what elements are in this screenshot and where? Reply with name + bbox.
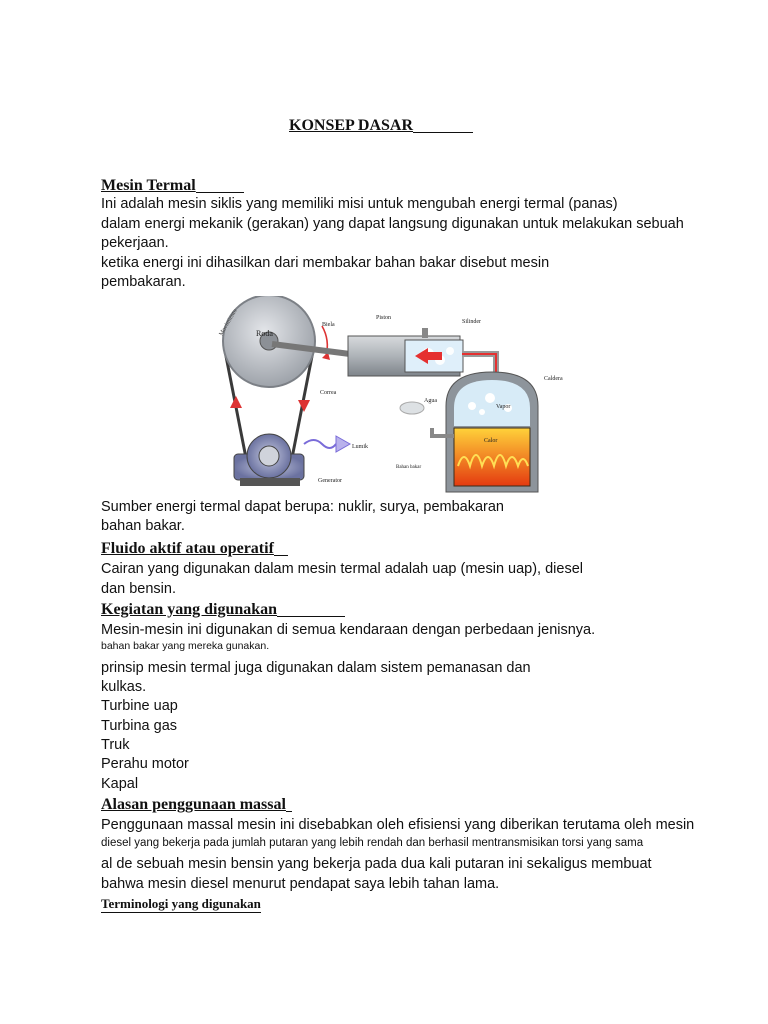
paragraph-line: ketika energi ini dihasilkan dari membakar bahan bakar disebut mesin [101,255,550,271]
paragraph-line: al de sebuah mesin bensin yang bekerja pada dua kali putaran ini sekaligus membuat [101,856,652,872]
label-biela: Biela [322,322,335,328]
paragraph-line: prinsip mesin termal juga digunakan dalam sistem pemanasan dan [101,660,531,676]
paragraph-line: Mesin-mesin ini digunakan di semua kendaraan dengan perbedaan jenisnya. [101,622,596,638]
section-heading-mesin-termal: Mesin Termal [101,177,244,195]
label-caldera: Caldera [544,376,563,382]
list-item: Turbina gas [101,718,178,734]
label-correa: Correa [320,390,337,396]
title-underline [413,131,473,133]
list-item: Truk [101,737,130,753]
paragraph-line: bahan bakar. [101,518,185,534]
paragraph-line: dan bensin. [101,581,176,597]
section-heading-kegiatan: Kegiatan yang digunakan [101,601,345,619]
page-title [289,117,473,135]
section-heading-fluido: Fluido aktif atau operatif [101,540,288,558]
paragraph-line: bahwa mesin diesel menurut pendapat saya lebih tahan lama. [101,876,500,892]
label-calor: Calor [484,438,498,444]
paragraph-line: Cairan yang digunakan dalam mesin termal adalah uap (mesin uap), diesel [101,561,583,577]
section-heading-terminologi: Terminologi yang digunakan [101,896,261,911]
label-bahan-bakar: Bahan bakar [396,465,422,470]
list-item: Turbine uap [101,698,178,714]
paragraph-line: Penggunaan massal mesin ini disebabkan oleh efisiensi yang diberikan terutama oleh mesin [101,817,695,833]
label-piston: Piston [376,315,392,321]
section-heading-alasan: Alasan penggunaan massal [101,796,292,814]
list-item: Kapal [101,776,139,792]
label-agua: Agua [424,398,437,404]
label-roda: Roda [256,329,273,338]
paragraph-line: kulkas. [101,679,147,695]
paragraph-line: Sumber energi termal dapat berupa: nuklir, surya, pembakaran [101,499,504,515]
paragraph-line: pembakaran. [101,274,186,290]
paragraph-line-small: diesel yang bekerja pada jumlah putaran yang lebih rendah dan berhasil mentransmisikan torsi yang sama [101,837,644,849]
paragraph-line: pekerjaan. [101,235,169,251]
page-title-text: KONSEP DASAR [289,117,414,134]
paragraph-line: dalam energi mekanik (gerakan) yang dapat langsung digunakan untuk melakukan sebuah [101,216,684,232]
label-generator: Generator [318,478,342,484]
paragraph-line-small: bahan bakar yang mereka gunakan. [101,640,270,652]
label-silinder: Silinder [462,319,481,325]
paragraph-line: Ini adalah mesin siklis yang memiliki misi untuk mengubah energi termal (panas) [101,196,618,212]
label-movimiento: Movimiento [218,308,239,337]
label-lumik: Lumik [352,444,368,450]
steam-engine-diagram [200,296,574,494]
label-vapor: Vapor [496,404,511,410]
list-item: Perahu motor [101,756,189,772]
